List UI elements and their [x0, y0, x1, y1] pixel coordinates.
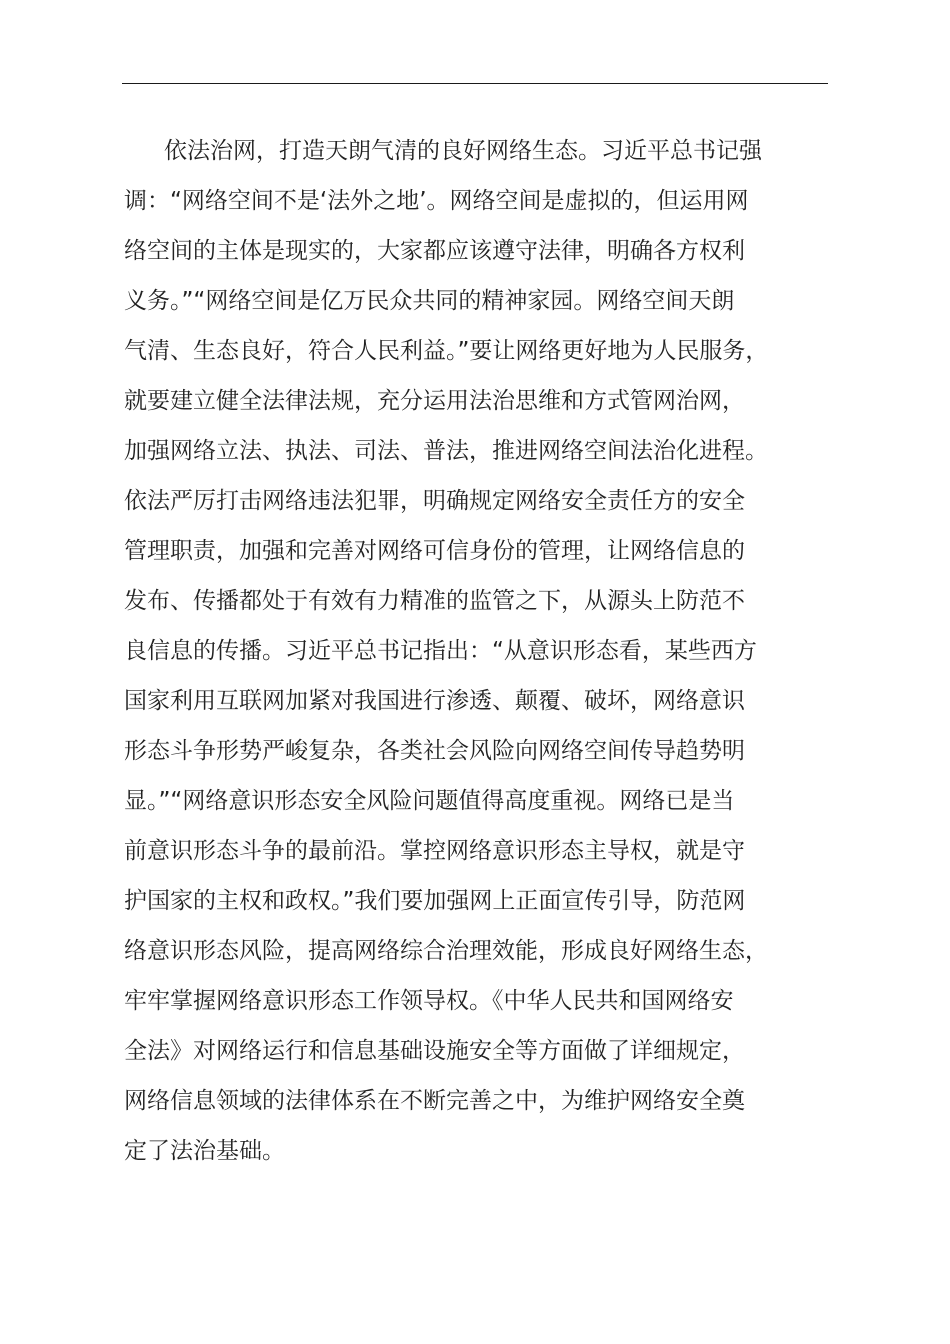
paragraph-line: 就要建立健全法律法规，充分运用法治思维和方式管网治网， — [124, 388, 745, 414]
header-rule — [122, 83, 828, 84]
paragraph-line: 护国家的主权和政权。”我们要加强网上正面宣传引导，防范网 — [124, 888, 746, 914]
paragraph-line: 络空间的主体是现实的，大家都应该遵守法律，明确各方权利 — [124, 238, 745, 264]
paragraph-line: 显。”“网络意识形态安全风险问题值得高度重视。网络已是当 — [124, 788, 735, 814]
paragraph-line: 调：“网络空间不是‘法外之地’。网络空间是虚拟的，但运用网 — [124, 188, 749, 214]
paragraph-line: 形态斗争形势严峻复杂，各类社会风险向网络空间传导趋势明 — [124, 738, 745, 764]
body-paragraph — [124, 126, 836, 1176]
paragraph-line: 国家利用互联网加紧对我国进行渗透、颠覆、破坏，网络意识 — [124, 688, 745, 714]
paragraph-line: 管理职责，加强和完善对网络可信身份的管理，让网络信息的 — [124, 538, 745, 564]
paragraph-line: 良信息的传播。习近平总书记指出：“从意识形态看，某些西方 — [124, 638, 757, 664]
paragraph-line: 定了法治基础。 — [124, 1138, 285, 1164]
paragraph-line: 依法治网，打造天朗气清的良好网络生态。习近平总书记强 — [164, 138, 762, 164]
paragraph-line: 网络信息领域的法律体系在不断完善之中，为维护网络安全奠 — [124, 1088, 745, 1114]
paragraph-line: 依法严厉打击网络违法犯罪，明确规定网络安全责任方的安全 — [124, 488, 745, 514]
paragraph-line: 全法》对网络运行和信息基础设施安全等方面做了详细规定， — [124, 1038, 745, 1064]
paragraph-line: 加强网络立法、执法、司法、普法，推进网络空间法治化进程。 — [124, 438, 768, 464]
paragraph-line: 气清、生态良好，符合人民利益。”要让网络更好地为人民服务， — [124, 338, 769, 364]
paragraph-line: 前意识形态斗争的最前沿。掌控网络意识形态主导权，就是守 — [124, 838, 745, 864]
paragraph-line: 发布、传播都处于有效有力精准的监管之下，从源头上防范不 — [124, 588, 745, 614]
paragraph-line: 义务。”“网络空间是亿万民众共同的精神家园。网络空间天朗 — [124, 288, 735, 314]
paragraph-line: 牢牢掌握网络意识形态工作领导权。《中华人民共和国网络安 — [124, 988, 734, 1014]
paragraph-line: 络意识形态风险，提高网络综合治理效能，形成良好网络生态， — [124, 938, 768, 964]
